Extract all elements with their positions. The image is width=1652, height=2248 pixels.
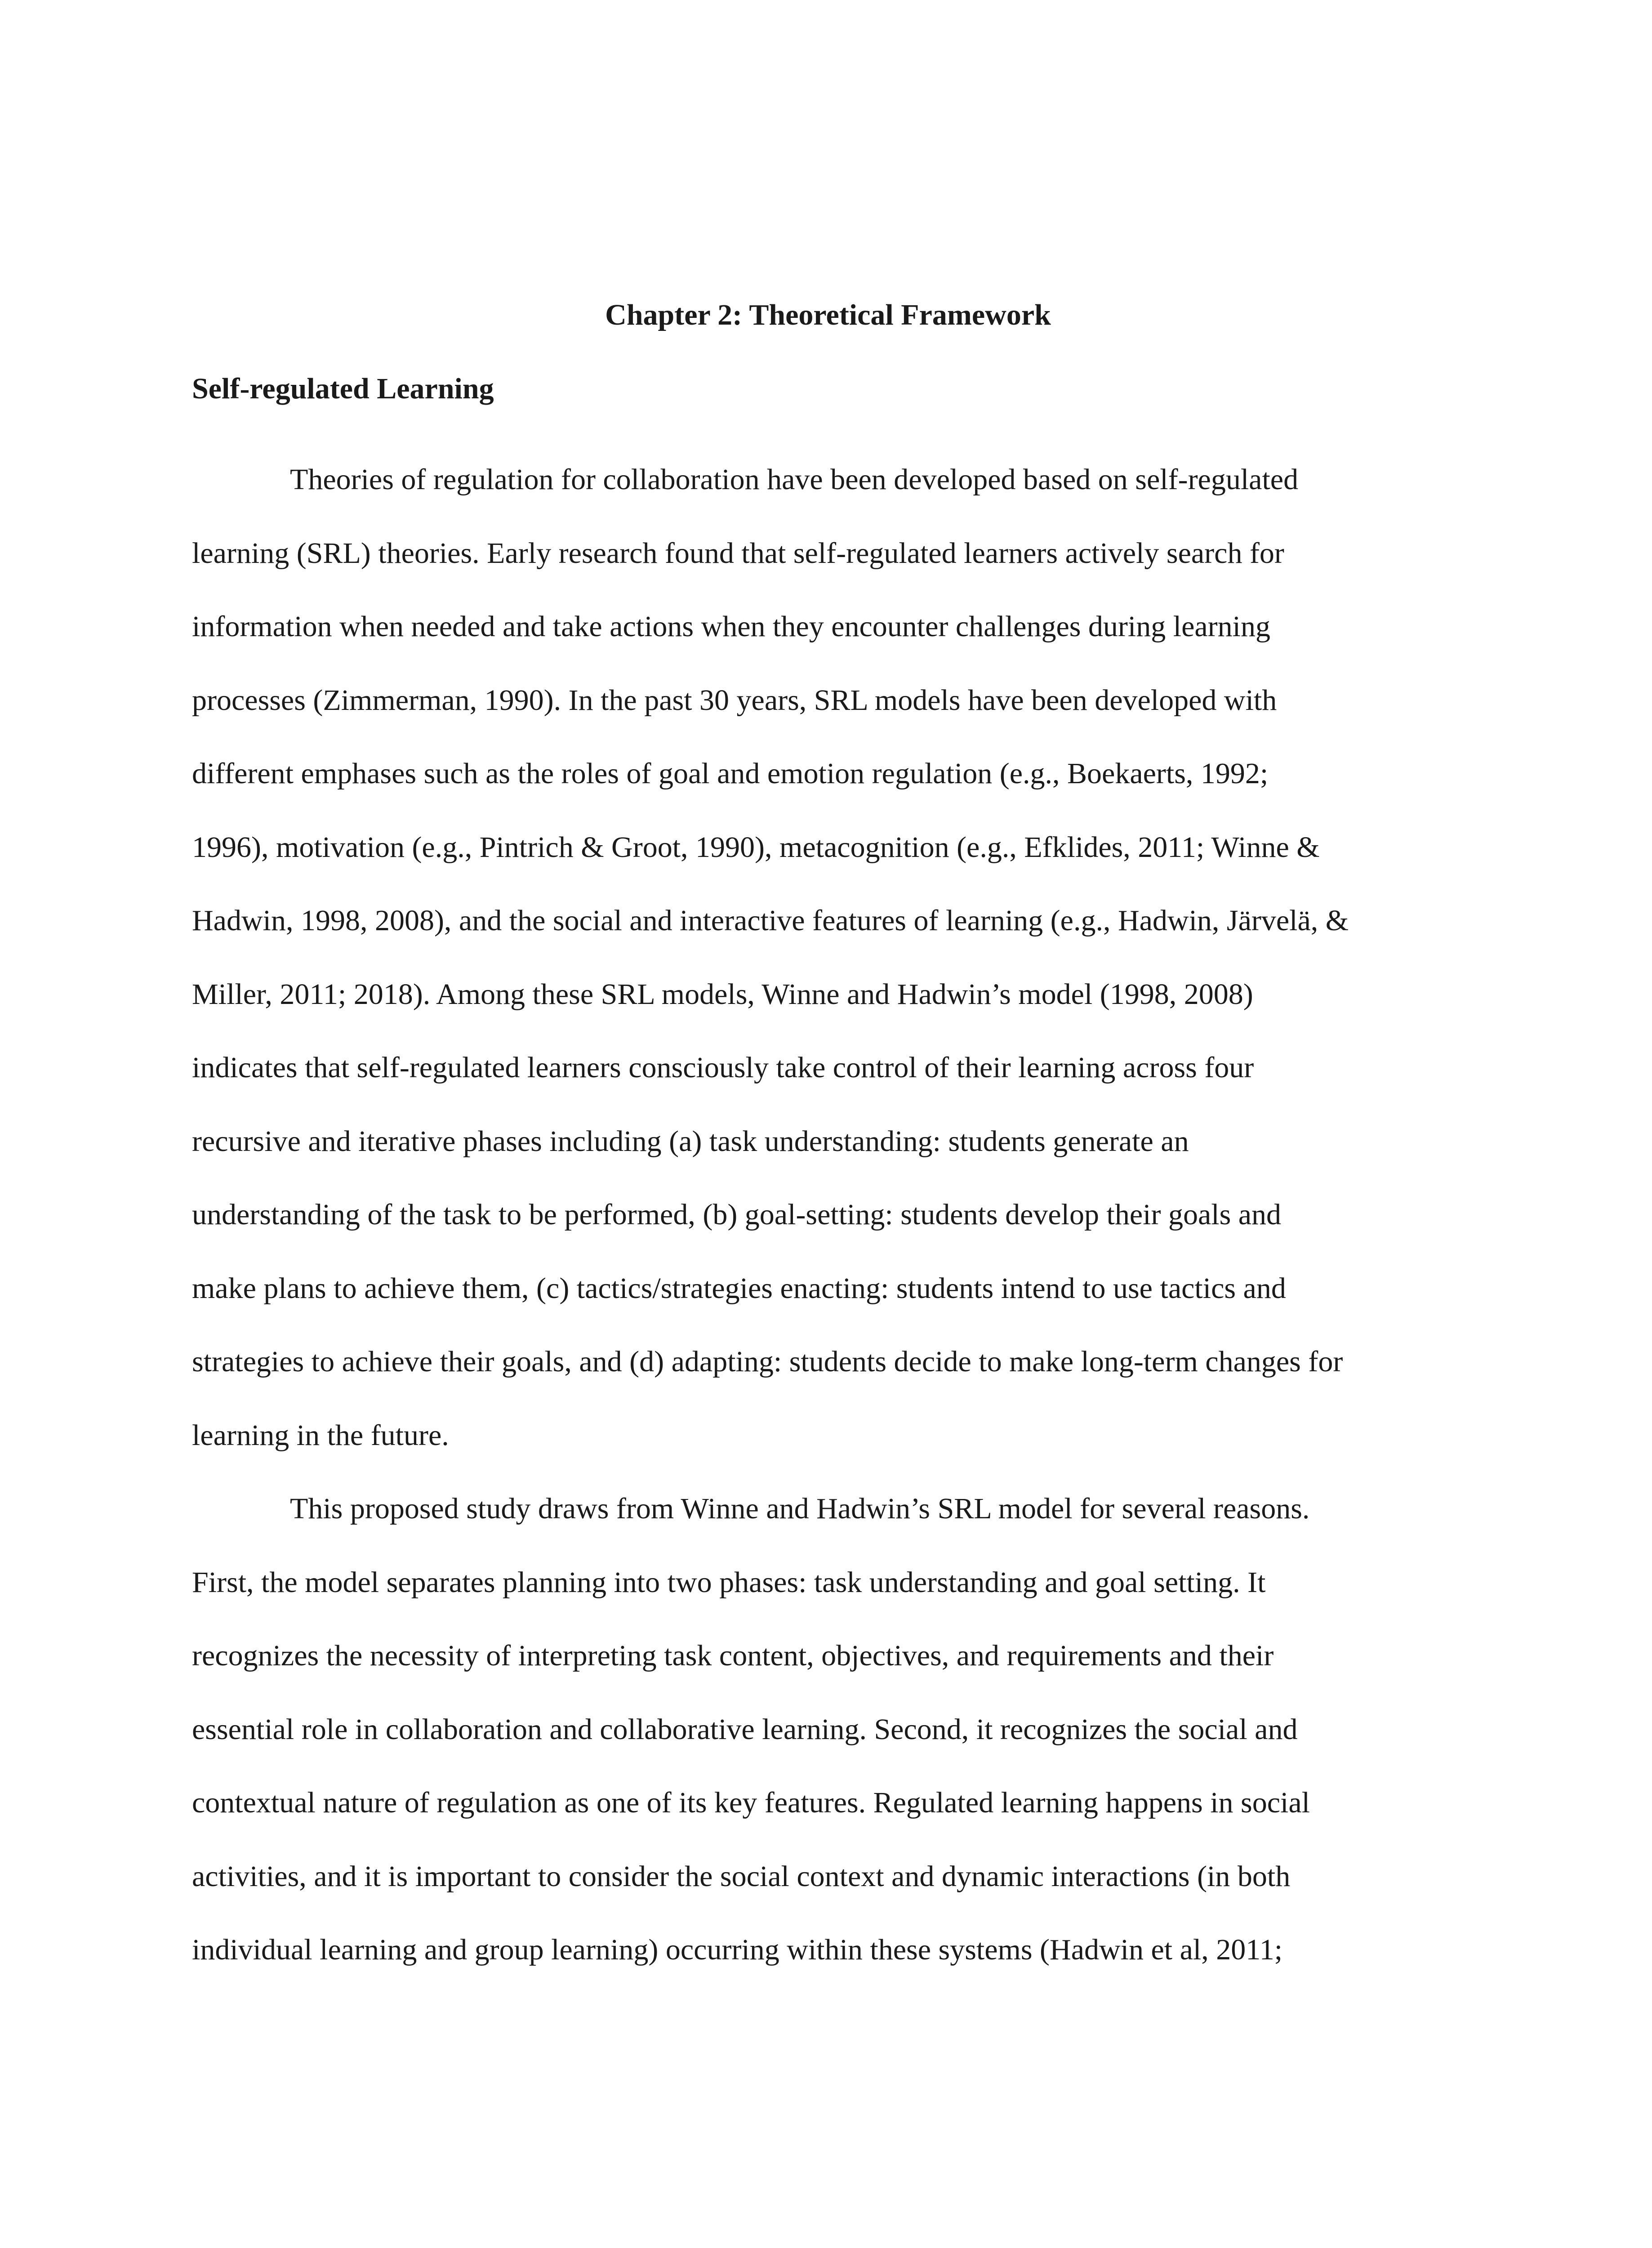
paragraph-line: processes (Zimmerman, 1990). In the past 30 years, SRL models have been developed with [192, 683, 1277, 717]
paragraph-line: 1996), motivation (e.g., Pintrich & Groot, 1990), metacognition (e.g., Efklides, 2011; Winne & [192, 830, 1320, 864]
chapter-title: Chapter 2: Theoretical Framework [605, 299, 1051, 331]
paragraph-line: strategies to achieve their goals, and (d) adapting: students decide to make long-term changes for [192, 1345, 1343, 1378]
paragraph-line: recursive and iterative phases including (a) task understanding: students generate an [192, 1124, 1189, 1158]
paragraph-line: learning in the future. [192, 1418, 449, 1452]
paragraph-1 [192, 443, 1464, 1472]
paragraph-line: different emphases such as the roles of goal and emotion regulation (e.g., Boekaerts, 1992; [192, 757, 1269, 790]
paragraph-line: indicates that self-regulated learners consciously take control of their learning across four [192, 1051, 1254, 1084]
paragraph-line: understanding of the task to be performed, (b) goal-setting: students develop their goals and [192, 1198, 1282, 1231]
paragraph-line: information when needed and take actions when they encounter challenges during learning [192, 610, 1270, 643]
body-text [192, 443, 1464, 1987]
paragraph-line: First, the model separates planning into two phases: task understanding and goal setting. It [192, 1566, 1266, 1599]
paragraph-line: This proposed study draws from Winne and Hadwin’s SRL model for several reasons. [290, 1492, 1310, 1525]
paragraph-line: Theories of regulation for collaboration have been developed based on self-regulated [290, 463, 1299, 496]
paragraph-line: learning (SRL) theories. Early research found that self-regulated learners actively search for [192, 536, 1284, 570]
paragraph-line: recognizes the necessity of interpreting task content, objectives, and requirements and their [192, 1639, 1274, 1672]
paragraph-line: contextual nature of regulation as one of its key features. Regulated learning happens in social [192, 1786, 1310, 1819]
paragraph-line: essential role in collaboration and collaborative learning. Second, it recognizes the social and [192, 1713, 1298, 1746]
paragraph-line: individual learning and group learning) occurring within these systems (Hadwin et al, 2011; [192, 1933, 1283, 1966]
paragraph-line: Hadwin, 1998, 2008), and the social and interactive features of learning (e.g., Hadwin, Järvelä, & [192, 904, 1349, 937]
paragraph-2 [192, 1472, 1464, 1987]
paragraph-line: make plans to achieve them, (c) tactics/strategies enacting: students intend to use tactics and [192, 1271, 1286, 1305]
section-heading: Self-regulated Learning [192, 372, 494, 405]
paragraph-line: activities, and it is important to consider the social context and dynamic interactions (in both [192, 1860, 1291, 1893]
paragraph-line: Miller, 2011; 2018). Among these SRL models, Winne and Hadwin’s model (1998, 2008) [192, 977, 1253, 1011]
